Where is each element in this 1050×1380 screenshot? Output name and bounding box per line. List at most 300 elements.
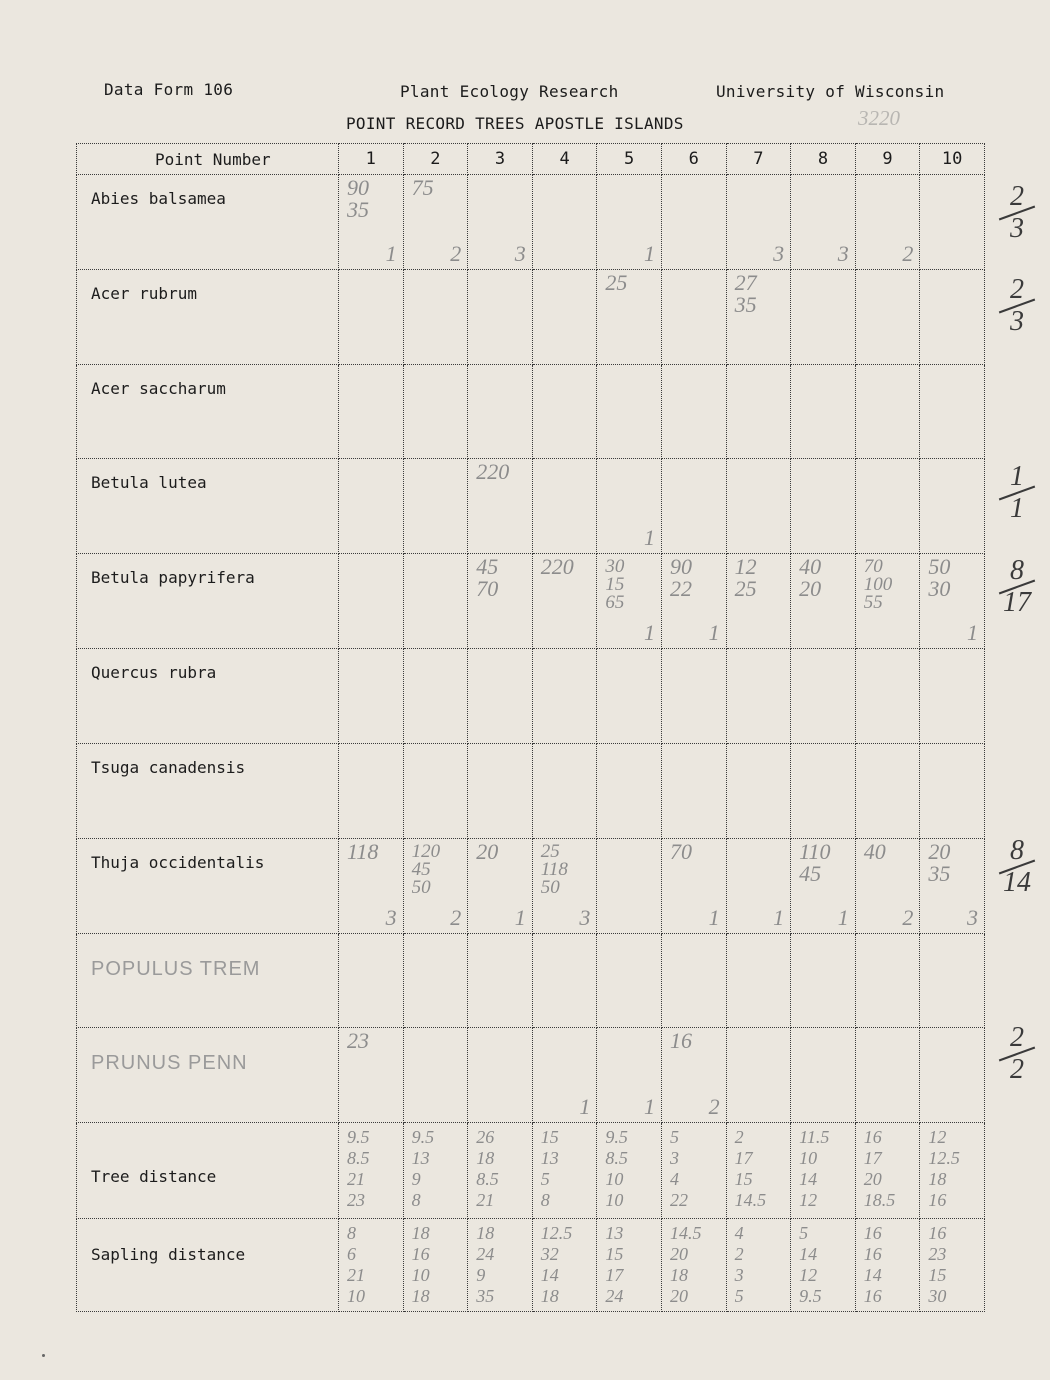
data-cell xyxy=(920,838,985,933)
data-cell xyxy=(403,743,468,838)
margin-tally xyxy=(994,463,1040,523)
point-number-header: 9 xyxy=(855,144,920,175)
distance-values xyxy=(347,1223,365,1307)
distance-value: 4 xyxy=(734,1222,744,1243)
diameter-value: 65 xyxy=(605,592,625,614)
data-cell xyxy=(791,649,856,744)
tree-count: 1 xyxy=(966,620,978,646)
tally-numerator: 8 xyxy=(1010,554,1024,586)
data-cell xyxy=(726,269,791,364)
diameter-value: 16 xyxy=(669,1028,692,1054)
distance-label-cell xyxy=(77,1218,339,1311)
data-cell xyxy=(855,838,920,933)
header-row xyxy=(77,144,985,175)
diameter-value: 40 xyxy=(863,838,886,864)
distance-values xyxy=(541,1223,573,1307)
diameter-value: 50 xyxy=(928,554,951,580)
diameter-value: 27 xyxy=(734,269,757,295)
data-cell xyxy=(920,364,985,459)
tree-count: 3 xyxy=(837,240,849,266)
distance-values xyxy=(541,1127,559,1211)
distance-values xyxy=(735,1127,767,1211)
diameter-value: 70 xyxy=(476,576,499,602)
data-cell xyxy=(855,554,920,649)
distance-cell xyxy=(403,1123,468,1218)
data-cell xyxy=(855,459,920,554)
distance-value: 12.5 xyxy=(928,1148,960,1169)
margin-tally xyxy=(994,1021,1040,1085)
tree-diameter-values xyxy=(864,558,893,612)
data-cell xyxy=(597,1028,662,1123)
form-code: 3220 xyxy=(858,106,900,130)
data-cell xyxy=(920,649,985,744)
species-row xyxy=(77,838,985,933)
data-cell xyxy=(532,175,597,270)
tree-count: 2 xyxy=(708,1094,720,1120)
data-cell xyxy=(339,933,404,1028)
distance-value: 18 xyxy=(411,1285,430,1306)
margin-tally xyxy=(994,183,1040,243)
distance-cell xyxy=(597,1123,662,1218)
tree-distance-row xyxy=(77,1123,985,1218)
distance-cell xyxy=(403,1218,468,1311)
tally-denominator: 2 xyxy=(1010,1053,1024,1085)
tree-diameter-values xyxy=(476,838,499,864)
data-cell xyxy=(597,459,662,554)
diameter-value: 30 xyxy=(605,556,625,578)
data-cell xyxy=(726,364,791,459)
distance-values xyxy=(928,1223,946,1307)
diameter-value: 20 xyxy=(799,576,822,602)
distance-cell xyxy=(468,1123,533,1218)
data-cell xyxy=(855,364,920,459)
margin-tally xyxy=(994,834,1040,898)
data-cell xyxy=(661,743,726,838)
species-row xyxy=(77,649,985,744)
data-cell xyxy=(468,649,533,744)
distance-cell xyxy=(468,1218,533,1311)
tree-diameter-values xyxy=(863,838,886,864)
data-cell xyxy=(597,364,662,459)
distance-value: 17 xyxy=(863,1148,882,1169)
distance-value: 12 xyxy=(799,1264,818,1285)
diameter-value: 50 xyxy=(411,876,431,898)
distance-value: 8.5 xyxy=(605,1148,628,1169)
distance-cell xyxy=(920,1218,985,1311)
distance-value: 18 xyxy=(476,1222,495,1243)
diameter-value: 110 xyxy=(799,838,831,864)
university-title: University of Wisconsin xyxy=(716,82,945,101)
data-cell xyxy=(468,1028,533,1123)
distance-value: 16 xyxy=(928,1190,947,1211)
distance-value: 15 xyxy=(928,1264,947,1285)
data-cell xyxy=(726,649,791,744)
data-cell xyxy=(661,933,726,1028)
distance-value: 10 xyxy=(411,1264,430,1285)
tree-count: 1 xyxy=(385,240,397,266)
distance-value: 11.5 xyxy=(799,1127,830,1148)
data-cell xyxy=(468,554,533,649)
data-cell xyxy=(532,459,597,554)
distance-value: 8.5 xyxy=(476,1169,499,1190)
diameter-value: 50 xyxy=(540,876,560,898)
data-cell xyxy=(855,1028,920,1123)
tree-count: 2 xyxy=(450,240,462,266)
distance-value: 5 xyxy=(540,1169,550,1190)
distance-value: 15 xyxy=(605,1243,624,1264)
tree-count: 1 xyxy=(708,904,720,930)
distance-value: 26 xyxy=(476,1127,495,1148)
tree-count: 1 xyxy=(643,1094,655,1120)
data-cell xyxy=(468,838,533,933)
point-number-header: 8 xyxy=(791,144,856,175)
distance-value: 12.5 xyxy=(540,1222,573,1243)
tree-diameter-values xyxy=(476,556,498,600)
tree-count: 1 xyxy=(708,620,720,646)
distance-value: 14.5 xyxy=(669,1222,702,1243)
distance-cell xyxy=(661,1123,726,1218)
distance-value: 3 xyxy=(734,1264,744,1285)
tree-count: 1 xyxy=(773,904,785,930)
tree-diameter-values xyxy=(347,838,379,864)
tree-count: 2 xyxy=(902,904,914,930)
diameter-value: 75 xyxy=(411,175,434,200)
distance-value: 5 xyxy=(799,1222,809,1243)
data-cell xyxy=(468,743,533,838)
tree-count: 1 xyxy=(643,525,655,551)
distance-cell xyxy=(339,1123,404,1218)
tree-diameter-values xyxy=(605,269,628,295)
data-cell xyxy=(791,1028,856,1123)
diameter-value: 30 xyxy=(928,576,951,602)
diameter-value: 22 xyxy=(669,576,692,602)
data-cell xyxy=(597,649,662,744)
species-row xyxy=(77,364,985,459)
distance-value: 14 xyxy=(799,1243,818,1264)
distance-label-cell xyxy=(77,1123,339,1218)
species-name: Acer rubrum xyxy=(91,283,197,303)
data-cell xyxy=(920,269,985,364)
data-cell xyxy=(855,743,920,838)
distance-values xyxy=(476,1127,499,1211)
distance-values xyxy=(670,1127,688,1211)
distance-value: 30 xyxy=(928,1285,947,1306)
tree-count: 3 xyxy=(773,240,785,266)
point-number-header: 6 xyxy=(661,144,726,175)
distance-value: 16 xyxy=(928,1222,947,1243)
distance-value: 24 xyxy=(476,1243,495,1264)
tree-diameter-values xyxy=(476,461,509,483)
species-label-cell xyxy=(77,649,339,744)
distance-value: 13 xyxy=(540,1148,559,1169)
point-number-header: 5 xyxy=(597,144,662,175)
distance-values xyxy=(412,1127,435,1211)
data-cell xyxy=(339,554,404,649)
distance-values xyxy=(347,1127,370,1211)
data-cell xyxy=(403,649,468,744)
species-label-cell xyxy=(77,838,339,933)
distance-cell xyxy=(532,1123,597,1218)
distance-value: 18 xyxy=(411,1222,430,1243)
distance-values xyxy=(670,1223,702,1307)
distance-values xyxy=(605,1223,623,1307)
distance-cell xyxy=(920,1123,985,1218)
distance-cell xyxy=(726,1218,791,1311)
tree-diameter-values xyxy=(541,556,574,578)
diameter-value: 100 xyxy=(863,574,893,596)
distance-value: 12 xyxy=(799,1190,818,1211)
data-cell xyxy=(920,459,985,554)
distance-value: 21 xyxy=(347,1264,365,1285)
distance-cell xyxy=(661,1218,726,1311)
tree-diameter-values xyxy=(347,177,369,221)
species-name: Tsuga canadensis xyxy=(91,757,246,777)
data-cell xyxy=(532,269,597,364)
distance-value: 9 xyxy=(476,1264,486,1285)
point-number-label: Point Number xyxy=(77,144,339,175)
distance-value: 20 xyxy=(669,1285,688,1306)
diameter-value: 35 xyxy=(347,197,369,222)
tally-numerator: 2 xyxy=(1010,274,1024,306)
distance-value: 14 xyxy=(799,1169,818,1190)
tree-diameter-values xyxy=(928,556,950,600)
distance-value: 16 xyxy=(863,1127,882,1148)
data-cell xyxy=(726,933,791,1028)
distance-value: 35 xyxy=(476,1285,495,1306)
tree-diameter-values xyxy=(670,556,692,600)
diameter-value: 25 xyxy=(540,840,560,862)
tally-denominator: 1 xyxy=(1010,493,1024,525)
data-cell xyxy=(855,649,920,744)
data-cell xyxy=(403,838,468,933)
diameter-value: 25 xyxy=(734,576,757,602)
diameter-value: 20 xyxy=(928,838,951,864)
species-row xyxy=(77,743,985,838)
tally-numerator: 8 xyxy=(1010,834,1024,866)
distance-value: 8 xyxy=(347,1222,356,1243)
data-cell xyxy=(791,838,856,933)
distance-value: 2 xyxy=(734,1243,744,1264)
data-cell xyxy=(726,459,791,554)
diameter-value: 90 xyxy=(669,554,692,580)
tree-count: 2 xyxy=(902,240,914,266)
diameter-value: 35 xyxy=(734,291,757,317)
distance-value: 14.5 xyxy=(734,1190,767,1211)
distance-value: 10 xyxy=(799,1148,818,1169)
distance-value: 24 xyxy=(605,1285,624,1306)
distance-value: 18 xyxy=(540,1285,559,1306)
distance-values xyxy=(864,1127,896,1211)
diameter-value: 118 xyxy=(540,858,568,880)
species-name: Acer saccharum xyxy=(91,378,226,398)
data-cell xyxy=(339,649,404,744)
data-cell xyxy=(532,743,597,838)
distance-cell xyxy=(791,1218,856,1311)
tree-diameter-values xyxy=(411,840,441,898)
distance-value: 17 xyxy=(734,1148,753,1169)
distance-value: 18 xyxy=(669,1264,688,1285)
distance-value: 16 xyxy=(411,1243,430,1264)
data-cell xyxy=(532,364,597,459)
tree-diameter-values xyxy=(735,556,757,600)
data-cell xyxy=(855,933,920,1028)
diameter-value: 12 xyxy=(734,554,757,580)
species-row xyxy=(77,269,985,364)
distance-value: 5 xyxy=(669,1127,679,1148)
data-cell xyxy=(403,459,468,554)
department-title: Plant Ecology Research xyxy=(400,82,619,101)
point-number-header: 2 xyxy=(403,144,468,175)
form-title: POINT RECORD TREES APOSTLE ISLANDS xyxy=(346,114,684,133)
data-cell xyxy=(726,743,791,838)
distance-value: 14 xyxy=(540,1264,559,1285)
data-cell xyxy=(597,933,662,1028)
distance-values xyxy=(928,1127,960,1211)
species-label-cell xyxy=(77,1028,339,1123)
diameter-value: 220 xyxy=(476,459,510,485)
species-label-cell xyxy=(77,175,339,270)
diameter-value: 45 xyxy=(411,858,431,880)
distance-value: 2 xyxy=(734,1127,744,1148)
data-cell xyxy=(726,838,791,933)
data-cell xyxy=(661,649,726,744)
species-name: Betula lutea xyxy=(91,473,207,493)
data-cell xyxy=(468,459,533,554)
data-cell xyxy=(791,743,856,838)
data-cell xyxy=(920,743,985,838)
data-cell xyxy=(791,459,856,554)
data-cell xyxy=(597,838,662,933)
point-number-header: 1 xyxy=(339,144,404,175)
data-cell xyxy=(339,459,404,554)
tree-diameter-values xyxy=(347,1030,369,1052)
diameter-value: 25 xyxy=(605,269,628,295)
distance-value: 20 xyxy=(669,1243,688,1264)
tree-diameter-values xyxy=(540,840,568,898)
data-cell xyxy=(403,269,468,364)
distance-value: 9.5 xyxy=(799,1285,822,1306)
data-cell xyxy=(339,364,404,459)
distance-value: 10 xyxy=(605,1169,624,1190)
species-label-cell xyxy=(77,459,339,554)
data-cell xyxy=(791,554,856,649)
tree-count: 2 xyxy=(450,904,462,930)
data-cell xyxy=(339,743,404,838)
species-label-cell xyxy=(77,743,339,838)
tree-count: 3 xyxy=(966,904,978,930)
table-body xyxy=(77,175,985,1312)
diameter-value: 70 xyxy=(669,838,692,864)
distance-value: 21 xyxy=(476,1190,495,1211)
point-number-header: 10 xyxy=(920,144,985,175)
data-cell xyxy=(920,175,985,270)
data-cell xyxy=(468,175,533,270)
distance-value: 15 xyxy=(540,1127,559,1148)
distance-cell xyxy=(855,1123,920,1218)
distance-value: 12 xyxy=(928,1127,947,1148)
point-number-header: 3 xyxy=(468,144,533,175)
data-cell xyxy=(339,175,404,270)
paper-speck xyxy=(42,1354,45,1357)
data-cell xyxy=(855,175,920,270)
data-cell xyxy=(661,838,726,933)
diameter-value: 20 xyxy=(476,838,499,864)
tree-count: 1 xyxy=(579,1094,591,1120)
data-cell xyxy=(597,554,662,649)
distance-value: 13 xyxy=(605,1222,624,1243)
data-cell xyxy=(597,175,662,270)
data-cell xyxy=(403,364,468,459)
data-cell xyxy=(791,175,856,270)
data-cell xyxy=(468,933,533,1028)
tree-diameter-values xyxy=(734,269,757,317)
data-cell xyxy=(532,1028,597,1123)
data-cell xyxy=(532,933,597,1028)
distance-value: 16 xyxy=(863,1285,882,1306)
distance-value: 18.5 xyxy=(863,1190,896,1211)
form-id: Data Form 106 xyxy=(104,80,234,99)
distance-value: 8 xyxy=(411,1190,421,1211)
diameter-value: 120 xyxy=(411,840,441,862)
species-name: PRUNUS PENN xyxy=(91,1052,248,1075)
distance-values xyxy=(605,1127,628,1211)
species-name: Abies balsamea xyxy=(91,189,226,208)
tally-numerator: 1 xyxy=(1010,461,1024,493)
distance-value: 21 xyxy=(347,1169,365,1190)
data-cell xyxy=(339,269,404,364)
data-cell xyxy=(920,933,985,1028)
species-label-cell xyxy=(77,933,339,1028)
data-cell xyxy=(726,175,791,270)
distance-value: 16 xyxy=(863,1243,882,1264)
tree-count: 3 xyxy=(579,904,591,930)
data-cell xyxy=(791,269,856,364)
tally-denominator: 3 xyxy=(1010,306,1024,338)
data-cell xyxy=(532,554,597,649)
distance-label: Tree distance xyxy=(91,1167,217,1187)
data-cell xyxy=(403,1028,468,1123)
tree-count: 1 xyxy=(837,904,849,930)
distance-label: Sapling distance xyxy=(91,1244,246,1264)
tree-count: 1 xyxy=(514,904,526,930)
tree-count: 1 xyxy=(643,240,655,266)
distance-cell xyxy=(597,1218,662,1311)
data-cell xyxy=(661,175,726,270)
distance-value: 15 xyxy=(734,1169,753,1190)
distance-values xyxy=(864,1223,882,1307)
species-row xyxy=(77,554,985,649)
data-cell xyxy=(403,175,468,270)
diameter-value: 40 xyxy=(799,554,822,580)
species-name: Thuja occidentalis xyxy=(91,852,265,872)
data-cell xyxy=(532,649,597,744)
distance-value: 5 xyxy=(734,1285,744,1306)
point-record-table xyxy=(76,143,985,1312)
data-cell xyxy=(468,364,533,459)
distance-value: 8 xyxy=(540,1190,550,1211)
distance-value: 13 xyxy=(411,1148,430,1169)
data-cell xyxy=(920,554,985,649)
distance-value: 6 xyxy=(347,1243,356,1264)
data-cell xyxy=(532,838,597,933)
tree-diameter-values xyxy=(799,838,831,886)
distance-value: 23 xyxy=(347,1190,365,1211)
species-label-cell xyxy=(77,269,339,364)
species-row xyxy=(77,175,985,270)
data-cell xyxy=(661,364,726,459)
distance-value: 16 xyxy=(863,1222,882,1243)
data-cell xyxy=(920,1028,985,1123)
